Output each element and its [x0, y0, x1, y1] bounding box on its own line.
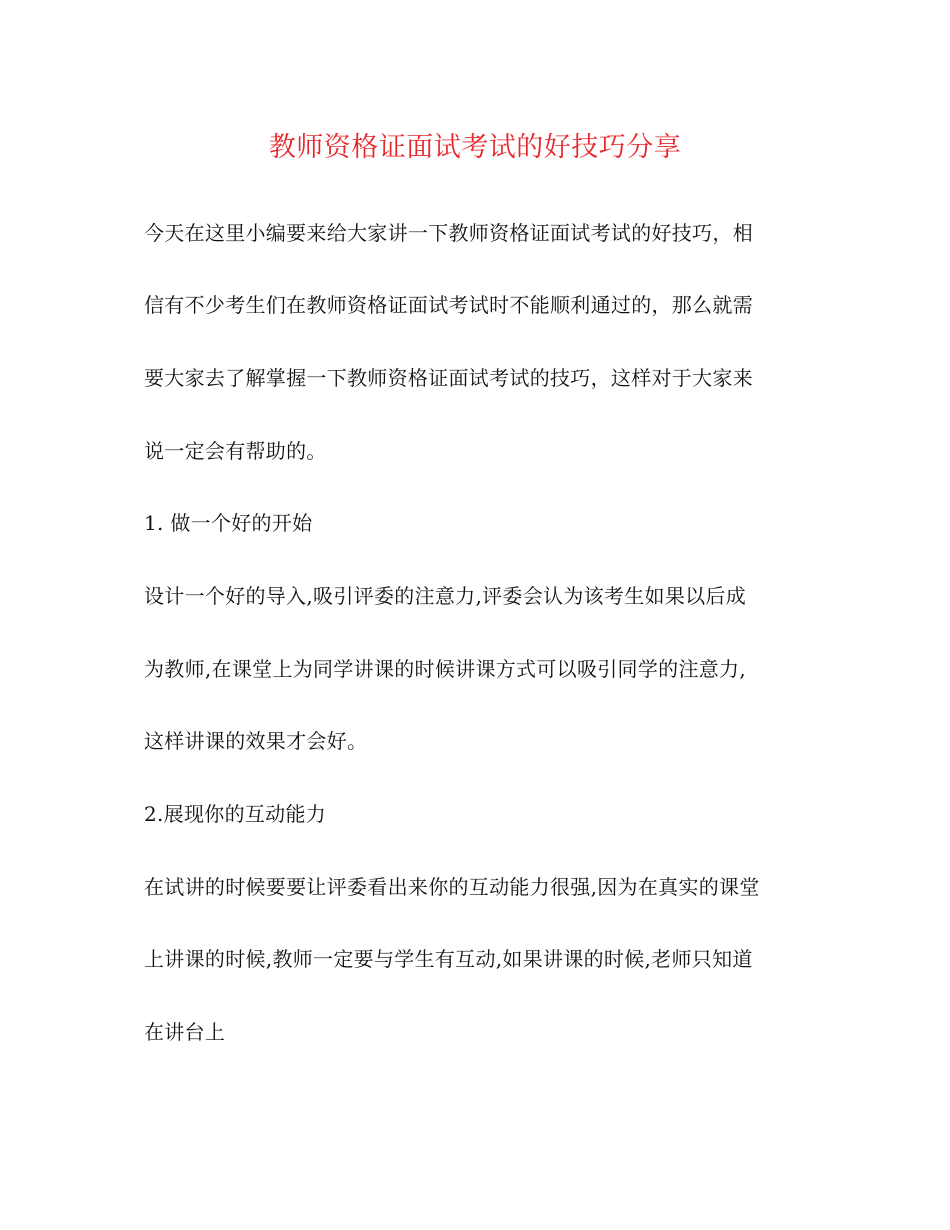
body-line-6: 为教师,在课堂上为同学讲课的时候讲课方式可以吸引同学的注意力, [144, 657, 747, 681]
body-line-5: 设计一个好的导入,吸引评委的注意力,评委会认为该考生如果以后成 [144, 584, 747, 608]
section-heading-2: 2.展现你的互动能力 [144, 802, 327, 826]
section-heading-1: 1. 做一个好的开始 [144, 511, 313, 535]
body-line-7: 这样讲课的效果才会好。 [144, 729, 368, 753]
body-line-2: 信有不少考生们在教师资格证面试考试时不能顺利通过的，那么就需 [144, 293, 753, 317]
body-line-8: 在试讲的时候要要让评委看出来你的互动能力很强,因为在真实的课堂 [144, 875, 760, 899]
body-line-1: 今天在这里小编要来给大家讲一下教师资格证面试考试的好技巧，相 [144, 221, 753, 245]
body-line-3: 要大家去了解掌握一下教师资格证面试考试的技巧，这样对于大家来 [144, 366, 753, 390]
body-line-10: 在讲台上 [144, 1020, 226, 1044]
body-line-4: 说一定会有帮助的。 [144, 439, 327, 463]
document-title: 教师资格证面试考试的好技巧分享 [268, 132, 682, 163]
body-line-9: 上讲课的时候,教师一定要与学生有互动,如果讲课的时候,老师只知道 [144, 947, 753, 971]
